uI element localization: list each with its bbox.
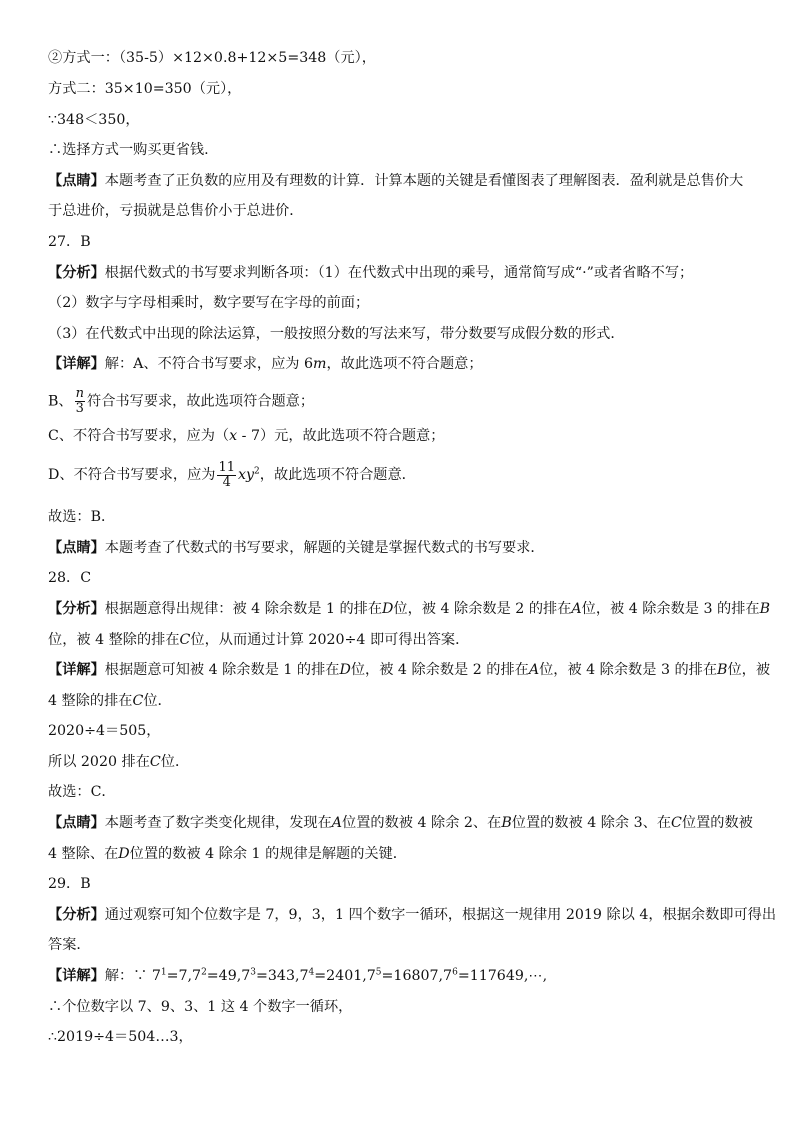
- text-line: ∴个位数字以 7、9、3、1 这 4 个数字一循环，: [48, 999, 353, 1015]
- math-variable: A: [571, 601, 582, 617]
- detail-tag: 【详解】: [48, 356, 105, 372]
- detail-text: 解：∵ 7: [104, 968, 161, 984]
- comment-tag: 【点睛】: [48, 815, 105, 831]
- analysis-tag: 【分析】: [48, 907, 105, 923]
- analysis-tag: 【分析】: [48, 601, 105, 617]
- analysis-text: 位，被 4 整除的排在: [48, 632, 180, 648]
- analysis-tag: 【分析】: [48, 265, 105, 281]
- text-line: （3）在代数式中出现的除法运算，一般按照分数的写法来写，带分数要写成假分数的形式．: [48, 326, 625, 342]
- math-variable: C: [132, 693, 144, 709]
- comment-text: 位置的数被 4 除余 3、在: [511, 815, 672, 831]
- comment-text: 位置的数被: [681, 815, 753, 831]
- detail-text: 4 整除的排在: [48, 693, 133, 709]
- text-line: 故选：B．: [48, 509, 116, 525]
- math-variable: B: [501, 815, 512, 831]
- question-number: 28．C: [48, 570, 92, 586]
- math-variable: D: [118, 846, 130, 862]
- fraction: [75, 387, 85, 416]
- math-variable: A: [528, 662, 540, 678]
- math-variable: C: [149, 754, 161, 770]
- text-line: ②方式一：（35-5）×12×0.8+12×5=348（元），: [48, 50, 376, 66]
- detail-text: 位，被 4 除余数是 2 的排在: [350, 662, 529, 678]
- detail-text: 位，被: [727, 662, 771, 678]
- option-text: - 7）元，故此选项不符合题意；: [237, 428, 445, 444]
- detail-line: [48, 967, 547, 985]
- comment-line: [48, 814, 753, 832]
- text-line: ∴2019÷4＝504…3，: [48, 1029, 193, 1045]
- comment-line: [48, 539, 545, 557]
- exponent: 6: [452, 967, 458, 978]
- math-variable: D: [382, 601, 394, 617]
- math-variable: B: [717, 662, 728, 678]
- comment-text: 位置的数被 4 除余 1 的规律是解题的关键．: [129, 846, 407, 862]
- text-line: [48, 845, 407, 863]
- detail-text: =16807,7: [381, 968, 453, 984]
- exponent: 5: [375, 967, 382, 978]
- fraction-numerator: 11: [218, 459, 235, 475]
- math-variable: xy: [238, 467, 255, 483]
- option-text: D、不符合书写要求，应为: [48, 467, 216, 483]
- fraction-denominator: 4: [222, 474, 231, 490]
- comment-text: 本题考查了正负数的应用及有理数的计算．计算本题的关键是看懂图表了理解图表．盈利就是总售价大: [104, 173, 744, 189]
- math-variable: C: [671, 815, 682, 831]
- text-line: ∴选择方式一购买更省钱.: [48, 142, 209, 158]
- exponent: 3: [250, 967, 257, 978]
- text-line: [48, 387, 314, 416]
- detail-text: 解：A、不符合书写要求，应为 6: [104, 356, 313, 372]
- analysis-text: 位，从而通过计算 2020÷4 即可得出答案．: [190, 632, 470, 648]
- text-line: 答案．: [48, 937, 91, 953]
- math-variable: x: [229, 428, 238, 444]
- text-line: 故选：C．: [48, 784, 116, 800]
- detail-text: 位．: [160, 754, 190, 770]
- analysis-text: 通过观察可知个位数字是 7，9，3，1 四个数字一循环，根据这一规律用 2019 除以 4，根据余数即可得出: [104, 907, 777, 923]
- comment-text: 位置的数被 4 除余 2、在: [342, 815, 502, 831]
- text-line: [48, 460, 416, 490]
- detail-text: =343,7: [256, 968, 309, 984]
- text-line: [48, 692, 172, 710]
- analysis-line: [48, 600, 770, 618]
- text-line: （2）数字与字母相乘时，数字要写在字母的前面；: [48, 295, 370, 311]
- comment-text: 本题考查了代数式的书写要求，解题的关键是掌握代数式的书写要求．: [104, 540, 545, 556]
- text-line: 方式二：35×10=350（元），: [48, 81, 242, 97]
- detail-text: ，故此选项不符合题意；: [326, 356, 483, 372]
- text-line: 2020÷4＝505，: [48, 723, 161, 739]
- exponent: 2: [254, 466, 260, 477]
- text-line: [48, 631, 469, 649]
- detail-text: =2401,7: [314, 968, 376, 984]
- question-number: 27．B: [48, 234, 91, 250]
- comment-tag: 【点睛】: [48, 173, 105, 189]
- detail-text: =7,7: [166, 968, 202, 984]
- detail-text: 所以 2020 排在: [48, 754, 150, 770]
- fraction-denominator: 3: [75, 401, 84, 416]
- fraction: [217, 461, 236, 490]
- analysis-text: 根据题意得出规律：被 4 除余数是 1 的排在: [104, 601, 383, 617]
- detail-line: [48, 661, 770, 679]
- option-text: 符合书写要求，故此选项符合题意；: [87, 393, 315, 410]
- math-variable: m: [313, 356, 327, 372]
- detail-text: =49,7: [206, 968, 251, 984]
- option-text: ，故此选项不符合题意．: [259, 467, 416, 483]
- detail-text: 位．: [143, 693, 172, 709]
- math-variable: D: [339, 662, 351, 678]
- comment-text: 本题考查了数字类变化规律，发现在: [104, 815, 332, 831]
- analysis-text: 位，被 4 除余数是 3 的排在: [581, 601, 760, 617]
- exponent: 4: [308, 967, 315, 978]
- analysis-line: [48, 906, 776, 924]
- detail-text: 根据题意可知被 4 除余数是 1 的排在: [104, 662, 340, 678]
- analysis-line: [48, 264, 693, 282]
- math-variable: B: [759, 601, 771, 617]
- analysis-text: 位，被 4 除余数是 2 的排在: [393, 601, 572, 617]
- detail-tag: 【详解】: [48, 968, 105, 984]
- comment-line: [48, 172, 743, 190]
- text-line: [48, 753, 189, 771]
- text-line: ∵348＜350，: [48, 112, 140, 128]
- comment-tag: 【点睛】: [48, 540, 105, 556]
- exponent: 2: [201, 967, 207, 978]
- math-variable: A: [331, 815, 343, 831]
- analysis-text: 根据代数式的书写要求判断各项：（1）在代数式中出现的乘号，通常简写成“·”或者省略不写；: [104, 265, 694, 281]
- comment-text: 4 整除、在: [48, 846, 119, 862]
- detail-line: [48, 355, 483, 373]
- text-line: 于总进价，亏损就是总售价小于总进价．: [48, 203, 304, 219]
- option-text: C、不符合书写要求，应为（: [48, 428, 230, 444]
- text-line: [48, 427, 444, 445]
- math-variable: C: [179, 632, 191, 648]
- detail-text: 位，被 4 除余数是 3 的排在: [539, 662, 718, 678]
- exponent: 1: [160, 967, 167, 978]
- option-label: B、: [48, 393, 73, 410]
- fraction-numerator: n: [75, 386, 84, 401]
- detail-text: =117649,⋯,: [457, 968, 548, 984]
- detail-tag: 【详解】: [48, 662, 105, 678]
- question-number: 29．B: [48, 876, 91, 892]
